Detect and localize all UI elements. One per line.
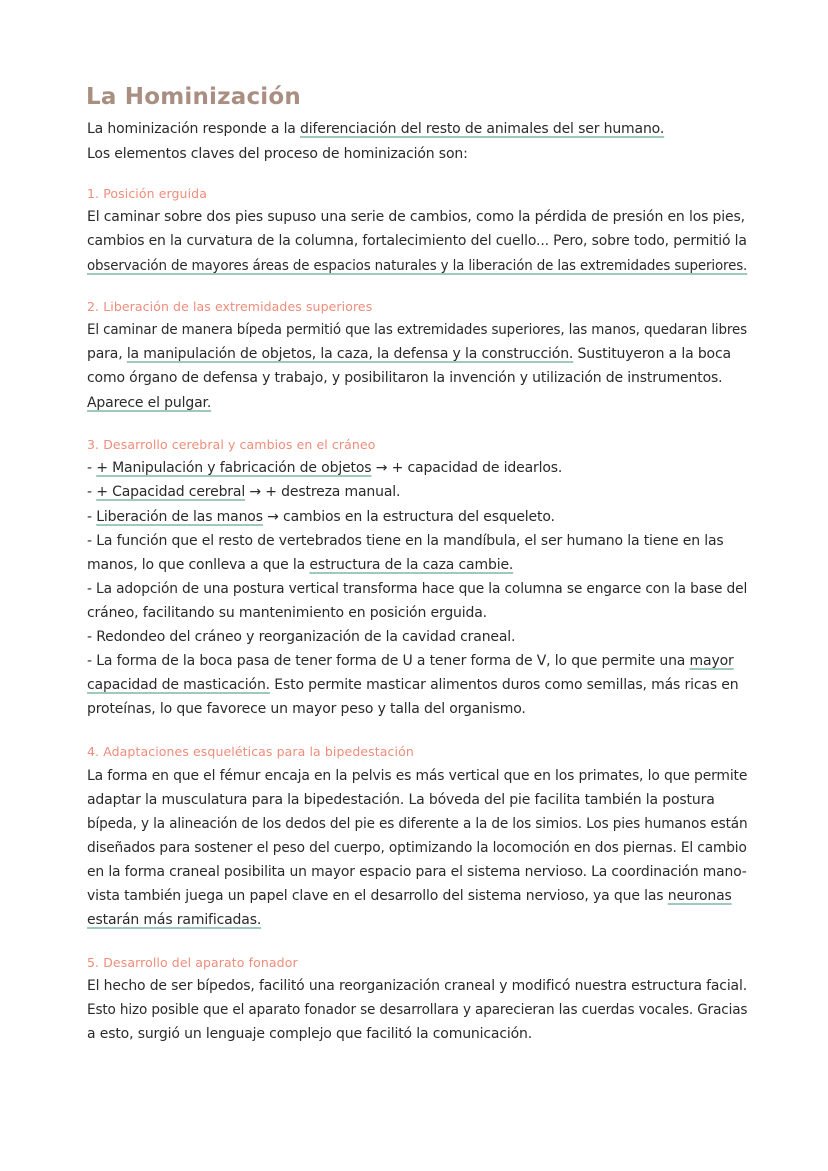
bullet-line — [87, 505, 555, 529]
bullet-text: Esto permite masticar alimentos duros como semillas, más ricas en — [269, 677, 739, 693]
bullet-dash: - — [87, 460, 97, 476]
intro-line — [87, 117, 664, 141]
paragraph-line — [87, 342, 731, 366]
highlight: estarán más ramificadas. — [87, 912, 262, 928]
bullet-line: proteínas, lo que favorece un mayor peso y talla del organismo. — [87, 701, 526, 717]
paragraph-line: El caminar de manera bípeda permitió que las extremidades superiores, las manos, quedaran libres — [87, 322, 748, 338]
paragraph-line: en la forma craneal posibilita un mayor espacio para el sistema nervioso. La coordinación mano- — [87, 864, 747, 880]
bullet-text: → + capacidad de idearlos. — [371, 460, 563, 476]
bullet-line — [87, 673, 738, 697]
highlight: estructura de la caza cambie. — [309, 557, 514, 573]
paragraph-line: El caminar sobre dos pies supuso una serie de cambios, como la pérdida de presión en los pies, — [87, 209, 745, 225]
highlight: Liberación de las manos — [96, 509, 263, 525]
paragraph-line: Esto hizo posible que el aparato fonador se desarrollara y aparecieran las cuerdas vocales. Gracias — [87, 1002, 748, 1018]
bullet-dash: - — [87, 509, 97, 525]
section-heading: 4. Adaptaciones esqueléticas para la bipedestación — [87, 744, 414, 759]
paragraph-line — [87, 908, 261, 932]
bullet-dash: - — [87, 484, 97, 500]
bullet-line — [87, 456, 562, 480]
section-heading: 5. Desarrollo del aparato fonador — [87, 955, 298, 970]
section-heading: 3. Desarrollo cerebral y cambios en el cráneo — [87, 437, 376, 452]
intro-text: La hominización responde a la — [87, 121, 301, 137]
paragraph-line: diseñados para sostener el peso del cuerpo, optimizando la locomoción en dos piernas. El cambio — [87, 840, 747, 856]
paragraph-line: bípeda, y la alineación de los dedos del pie es diferente a la de los simios. Los pies humanos están — [87, 816, 748, 832]
highlight: diferenciación del resto de animales del ser humano. — [300, 121, 665, 137]
page-title: La Hominización — [86, 84, 301, 110]
highlight: Aparece el pulgar. — [87, 395, 212, 411]
bullet-line: - Redondeo del cráneo y reorganización de la cavidad craneal. — [87, 629, 516, 645]
highlight: + Manipulación y fabricación de objetos — [96, 460, 372, 476]
bullet-line: cráneo, facilitando su mantenimiento en posición erguida. — [87, 605, 487, 621]
paragraph-line: como órgano de defensa y trabajo, y posibilitaron la invención y utilización de instrumentos. — [87, 370, 723, 386]
highlight: + Capacidad cerebral — [96, 484, 246, 500]
paragraph-line — [87, 884, 732, 908]
highlight: neuronas — [667, 888, 732, 904]
paragraph-line: adaptar la musculatura para la bipedestación. La bóveda del pie facilita también la postura — [87, 792, 715, 808]
bullet-line — [87, 480, 400, 504]
paragraph-text: vista también juega un papel clave en el desarrollo del sistema nervioso, ya que las — [87, 888, 668, 904]
paragraph-text: para, — [87, 346, 127, 362]
highlight: capacidad de masticación. — [87, 677, 270, 693]
paragraph-line: a esto, surgió un lenguaje complejo que facilitó la comunicación. — [87, 1026, 533, 1042]
intro-line: Los elementos claves del proceso de hominización son: — [87, 146, 468, 162]
highlight: mayor — [689, 653, 734, 669]
paragraph-line: El hecho de ser bípedos, facilitó una reorganización craneal y modificó nuestra estructura facial. — [87, 978, 747, 994]
bullet-line — [87, 553, 513, 577]
bullet-line: - La función que el resto de vertebrados tiene en la mandíbula, el ser humano la tiene en las — [87, 533, 724, 549]
paragraph-line: cambios en la curvatura de la columna, fortalecimiento del cuello... Pero, sobre todo, permitió la — [87, 233, 747, 249]
paragraph-text: Sustituyeron a la boca — [573, 346, 731, 362]
paragraph-line: La forma en que el fémur encaja en la pelvis es más vertical que en los primates, lo que permite — [87, 768, 748, 784]
paragraph-line — [87, 391, 211, 415]
section-heading: 2. Liberación de las extremidades superiores — [87, 299, 373, 314]
bullet-text: manos, lo que conlleva a que la — [87, 557, 310, 573]
highlight: observación de mayores áreas de espacios naturales y la liberación de las extremidades superiores. — [87, 258, 748, 274]
paragraph-line — [87, 254, 747, 278]
bullet-text: → cambios en la estructura del esqueleto. — [262, 509, 555, 525]
bullet-line — [87, 649, 734, 673]
bullet-line: - La adopción de una postura vertical transforma hace que la columna se engarce con la base del — [87, 581, 748, 597]
highlight: la manipulación de objetos, la caza, la defensa y la construcción. — [126, 346, 574, 362]
section-heading: 1. Posición erguida — [87, 186, 207, 201]
bullet-text: - La forma de la boca pasa de tener forma de U a tener forma de V, lo que permite una — [87, 653, 690, 669]
bullet-text: → + destreza manual. — [245, 484, 401, 500]
